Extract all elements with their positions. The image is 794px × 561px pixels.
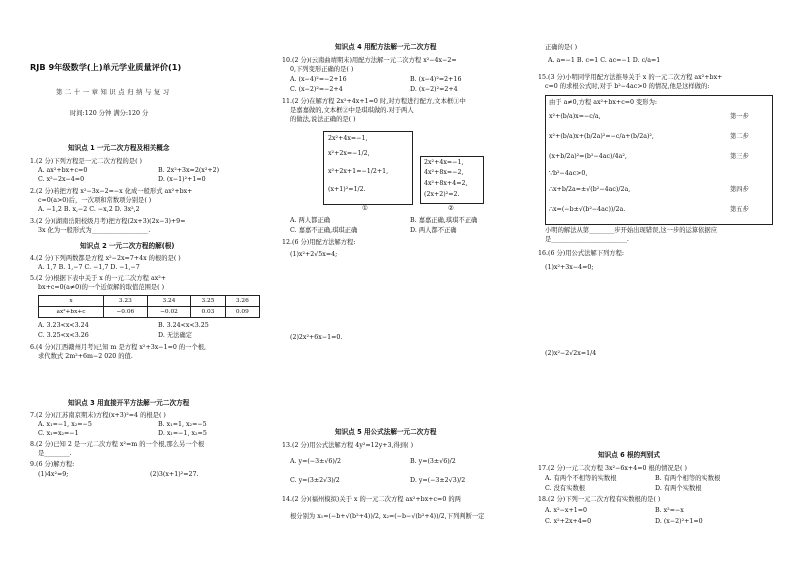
step-3-label: 第三步 [730, 153, 749, 160]
box2-line: (2x+2)²=2. [424, 191, 460, 198]
kp5-heading: 知识点 5 用公式法解一元二次方程 [335, 428, 437, 436]
derivation-condition: ∵b²−4ac>0, [549, 170, 588, 177]
q10-option-d: D. (x−2)²=2+4 [410, 86, 458, 93]
q1-option-d: D. (x−1)²+1=0 [158, 176, 206, 183]
q14-stem-2: 根分别为 x₁=(−b+√(b²+4))/2, x₂=(−b−√(b²+4))/2,下列判断一定 [290, 513, 485, 520]
q14-stem-3: 正确的是( ) [545, 44, 578, 51]
q11-option-d: D. 两人都不正确 [410, 227, 457, 234]
box1-line: 2x²+4x=−1, [328, 135, 368, 142]
q1-option-b: B. 2x²+3x=2(x²+2) [158, 167, 220, 174]
box1-line: x²+2x=−1/2, [328, 150, 370, 157]
q13-option-b: B. y=(3±√6)/2 [410, 458, 456, 465]
derivation-step-1: x²+(b/a)x=−c/a, [549, 113, 601, 120]
q10-option-b: B. (x−4)²=2+16 [410, 76, 462, 83]
box1-line: x²+2x+1=−1/2+1, [328, 168, 389, 175]
box2-line: 4x²+8x=−2, [424, 169, 464, 176]
q10-option-a: A. (x−4)²=−2+16 [290, 76, 347, 83]
q11-stem-2: 是嘉嘉做的,文本框②中是琪琪做的.对于两人 [290, 107, 414, 114]
q13-option-c: C. y=(3±2√3)/2 [290, 477, 340, 484]
step-1-label: 第一步 [730, 113, 749, 120]
step-2-label: 第二步 [730, 133, 749, 140]
q9-part-2: (2)3(x+1)²=27. [150, 471, 199, 478]
q5-option-a: A. 3.23<x<3.24 [38, 322, 89, 329]
q2-stem: 2.(2 分)若把方程 x²−3x−2=−x 化成一般形式 ax²+bx+ [30, 188, 193, 195]
q11-option-c: C. 嘉嘉不正确,琪琪正确 [290, 227, 358, 234]
q1-stem: 1.(2 分)下列方程是一元二次方程的是( ) [30, 158, 143, 165]
kp3-heading: 知识点 3 用直接开平方法解一元二次方程 [68, 399, 190, 407]
table-row [39, 296, 260, 307]
q15-stem-2: c=0 的求根公式时,对于 b²−4ac>0 的情况,他是这样做的: [545, 83, 710, 90]
q18-option-d: D. (x−2)²+1=0 [655, 518, 703, 525]
kp6-heading: 知识点 6 根的判别式 [598, 451, 660, 459]
q15-stem: 15.(3 分)小明同学用配方法推导关于 x 的一元二次方程 ax²+bx+ [538, 74, 723, 81]
q14-stem: 14.(2 分)(福州模拟)关于 x 的一元二次方程 ax²+bx+c=0 的两 [282, 496, 461, 503]
step-5-label: 第五步 [730, 206, 749, 213]
q5-table [38, 295, 260, 318]
q13-stem: 13.(2 分)用公式法解方程 4y²=12y+3,得到( ) [282, 442, 414, 449]
step-4-label: 第四步 [730, 186, 749, 193]
derivation-step-5: ∴x=(−b±√(b²−4ac))/2a. [549, 206, 626, 213]
box2-line: 2x²+4x=−1, [424, 159, 464, 166]
q12-part-1: (1)x²+2√5x=4; [290, 251, 338, 258]
q9-stem: 9.(6 分)解方程: [30, 461, 75, 468]
q17-option-c: C. 没有实数根 [545, 485, 586, 492]
derivation-intro: 由于 a≠0,方程 ax²+bx+c=0 变形为: [549, 99, 658, 106]
q3-stem-2: 3x 化为一般形式为__________________. [38, 227, 151, 234]
table-cell: 3.23 [104, 296, 148, 307]
table-cell: −0.02 [147, 307, 191, 318]
q7-option-c: C. x₁=x₂=−1 [38, 430, 79, 437]
q16-stem: 16.(6 分)用公式法解下列方程: [538, 250, 625, 257]
q6-stem: 6.(4 分)(江西赣州月考)已知 m 是方程 x²+3x−1=0 的一个根, [30, 344, 207, 351]
q7-stem: 7.(2 分)(江苏南京期末)方程(x+3)²=4 的根是( ) [30, 412, 166, 419]
q1-option-a: A. ax²+bx+c=0 [38, 167, 88, 174]
q7-option-d: D. x₁=−1, x₂=5 [158, 430, 207, 437]
q17-option-d: D. 有两个实数根 [655, 485, 702, 492]
q16-part-2: (2)x²−2√2x=1/4 [545, 350, 597, 357]
q14-options: A. a=−1 B. c=1 C. ac=−1 D. c/a=1 [548, 57, 661, 64]
q3-stem: 3.(2 分)(湖南岳阳校级月考)把方程(2x+3)(2x−3)+9= [30, 218, 186, 225]
q2-options: A. −1,2 B. x,−2 C. −x,2 D. 3x²,2 [38, 206, 140, 213]
q10-stem: 10.(2 分)(云南曲靖期末)用配方法解一元二次方程 x²−4x−2= [282, 57, 457, 64]
chapter-heading: 第 二 十 一 章 知 识 点 归 纳 与 复 习 [56, 89, 170, 96]
q16-part-1: (1)x²+3x−4=0; [545, 264, 594, 271]
box2-label: ② [448, 205, 454, 212]
q4-options: A. 1,7 B. 1,−7 C. −1,7 D. −1,−7 [38, 264, 140, 271]
q15-question: 小明的解法从第________步开始出现错误,这一步的运算依据应 [545, 227, 718, 234]
box2-line: 4x²+8x+4=2, [424, 180, 468, 187]
table-cell: 0.09 [225, 307, 259, 318]
q5-option-b: B. 3.24<x<3.25 [158, 322, 209, 329]
q11-option-a: A. 两人都正确 [290, 217, 331, 224]
q4-stem: 4.(2 分)下列两数都是方程 x²−2x=7+4x 的根的是( ) [30, 255, 181, 262]
q12-stem: 12.(6 分)用配方法解方程: [282, 239, 356, 246]
q12-part-2: (2)2x²+6x−1=0. [290, 334, 343, 341]
kp2-heading: 知识点 2 一元二次方程的解(根) [80, 242, 175, 250]
derivation-step-3: (x+b/2a)²=(b²−4ac)/4a², [549, 153, 627, 160]
q7-option-b: B. x₁=1, x₂=−5 [158, 421, 207, 428]
q18-option-b: B. x²=−x [655, 507, 684, 514]
q5-stem: 5.(2 分)根据下表中关于 x 的一元二次方程 ax²+ [30, 275, 167, 282]
q9-part-1: (1)4x²=9; [38, 471, 69, 478]
derivation-step-4: ∴x+b/2a=±√(b²−4ac)/2a, [549, 186, 631, 193]
q17-option-b: B. 有两个相等的实数根 [655, 475, 721, 482]
q13-option-d: D. y=(−3±2√3)/2 [410, 477, 466, 484]
q11-option-b: B. 嘉嘉正确,琪琪不正确 [410, 217, 478, 224]
table-cell: −0.06 [104, 307, 148, 318]
q8-stem-2: 是________. [38, 450, 72, 457]
q17-stem: 17.(2 分)一元二次方程 3x²−6x+4=0 根的情况是( ) [538, 465, 687, 472]
exam-time: 时间:120 分钟 满分:120 分 [70, 110, 149, 117]
q11-stem-3: 的做法,说法正确的是( ) [290, 116, 356, 123]
table-header-expr: ax²+bx+c [39, 307, 104, 318]
q8-stem: 8.(2 分)已知 2 是一元二次方程 x²=m 的一个根,那么另一个根 [30, 441, 205, 448]
box1-line: (x+1)²=1/2. [328, 186, 366, 193]
q11-stem: 11.(2 分)在解方程 2x²+4x+1=0 时,对方程进行配方,文本框①中 [282, 98, 466, 105]
q5-stem-2: bx+c=0(a≠0)的一个近似解的取值范围是( ) [38, 284, 165, 291]
q1-option-c: C. x²−2x−4=0 [38, 176, 85, 183]
kp1-heading: 知识点 1 一元二次方程及相关概念 [68, 144, 170, 152]
q18-stem: 18.(2 分)下列一元二次方程有实数根的是( ) [538, 496, 661, 503]
table-row [39, 307, 260, 318]
table-cell: 3.24 [147, 296, 191, 307]
q17-option-a: A. 有两个不相等的实数根 [545, 475, 617, 482]
q5-option-d: D. 无法确定 [158, 332, 193, 339]
q13-option-a: A. y=(−3±√6)/2 [290, 458, 342, 465]
derivation-step-2: x²+(b/a)x+(b/2a)²=−c/a+(b/2a)², [549, 133, 654, 140]
q18-option-c: C. x²+2x+4=0 [545, 518, 592, 525]
q5-option-c: C. 3.25<x<3.26 [38, 332, 89, 339]
q10-stem-2: 0,下列变形正确的是( ) [290, 66, 354, 73]
q7-option-a: A. x₁=−1, x₂=−5 [38, 421, 92, 428]
kp4-heading: 知识点 4 用配方法解一元二次方程 [335, 43, 437, 51]
q15-question-2: 是________________________. [545, 236, 629, 243]
table-cell: 3.26 [225, 296, 259, 307]
table-cell: 3.25 [191, 296, 225, 307]
table-header-x: x [39, 296, 104, 307]
q18-option-a: A. x²−x+1=0 [545, 507, 588, 514]
page-title: RJB 9年级数学(上)单元学业质量评价(1) [30, 62, 182, 72]
box1-label: ① [362, 205, 368, 212]
q2-stem-2: c=0(a>0)后，一次项和常数项分别是( ) [38, 197, 152, 204]
q10-option-c: C. (x−2)²=−2+4 [290, 86, 343, 93]
q6-stem-2: 求代数式 2m²+6m−2 020 的值. [38, 353, 133, 360]
table-cell: 0.03 [191, 307, 225, 318]
